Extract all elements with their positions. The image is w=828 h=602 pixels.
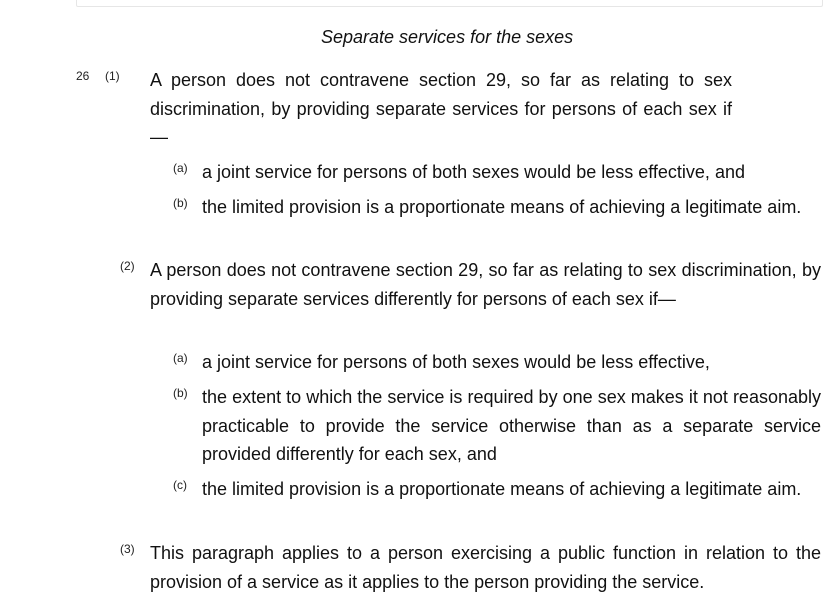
item-label-1a: (a)	[173, 161, 188, 175]
item-label-2a: (a)	[173, 351, 188, 365]
item-text-1a: a joint service for persons of both sexes would be less effective, and	[202, 162, 745, 182]
item-text-1b: the limited provision is a proportionate means of achieving a legitimate aim.	[202, 197, 802, 217]
subparagraph-label-2: (2)	[120, 259, 135, 273]
previous-content-box	[76, 0, 823, 7]
subparagraph-text-2: A person does not contravene section 29, so far as relating to sex discrimination, by providing separate services differently for persons of each sex if—	[150, 260, 821, 309]
item-text-2b: the extent to which the service is required by one sex makes it not reasonably practicable to provide the service otherwise than as a separate service provided differently for each sex, and	[202, 387, 821, 465]
subparagraph-label-1: (1)	[105, 69, 120, 83]
item-text-2a: a joint service for persons of both sexes would be less effective,	[202, 352, 710, 372]
subparagraph-label-3: (3)	[120, 542, 135, 556]
section-heading: Separate services for the sexes	[321, 27, 574, 47]
subparagraph-text-1: A person does not contravene section 29, so far as relating to sex discrimination, by providing separate services for persons of each sex if—	[150, 70, 732, 148]
item-label-2b: (b)	[173, 386, 188, 400]
paragraph-number: 26	[76, 69, 90, 83]
item-label-2c: (c)	[173, 478, 187, 492]
item-text-2c: the limited provision is a proportionate means of achieving a legitimate aim.	[202, 479, 802, 499]
subparagraph-text-3: This paragraph applies to a person exercising a public function in relation to the provision of a service as it applies to the person providing the service.	[150, 543, 821, 592]
item-label-1b: (b)	[173, 196, 188, 210]
